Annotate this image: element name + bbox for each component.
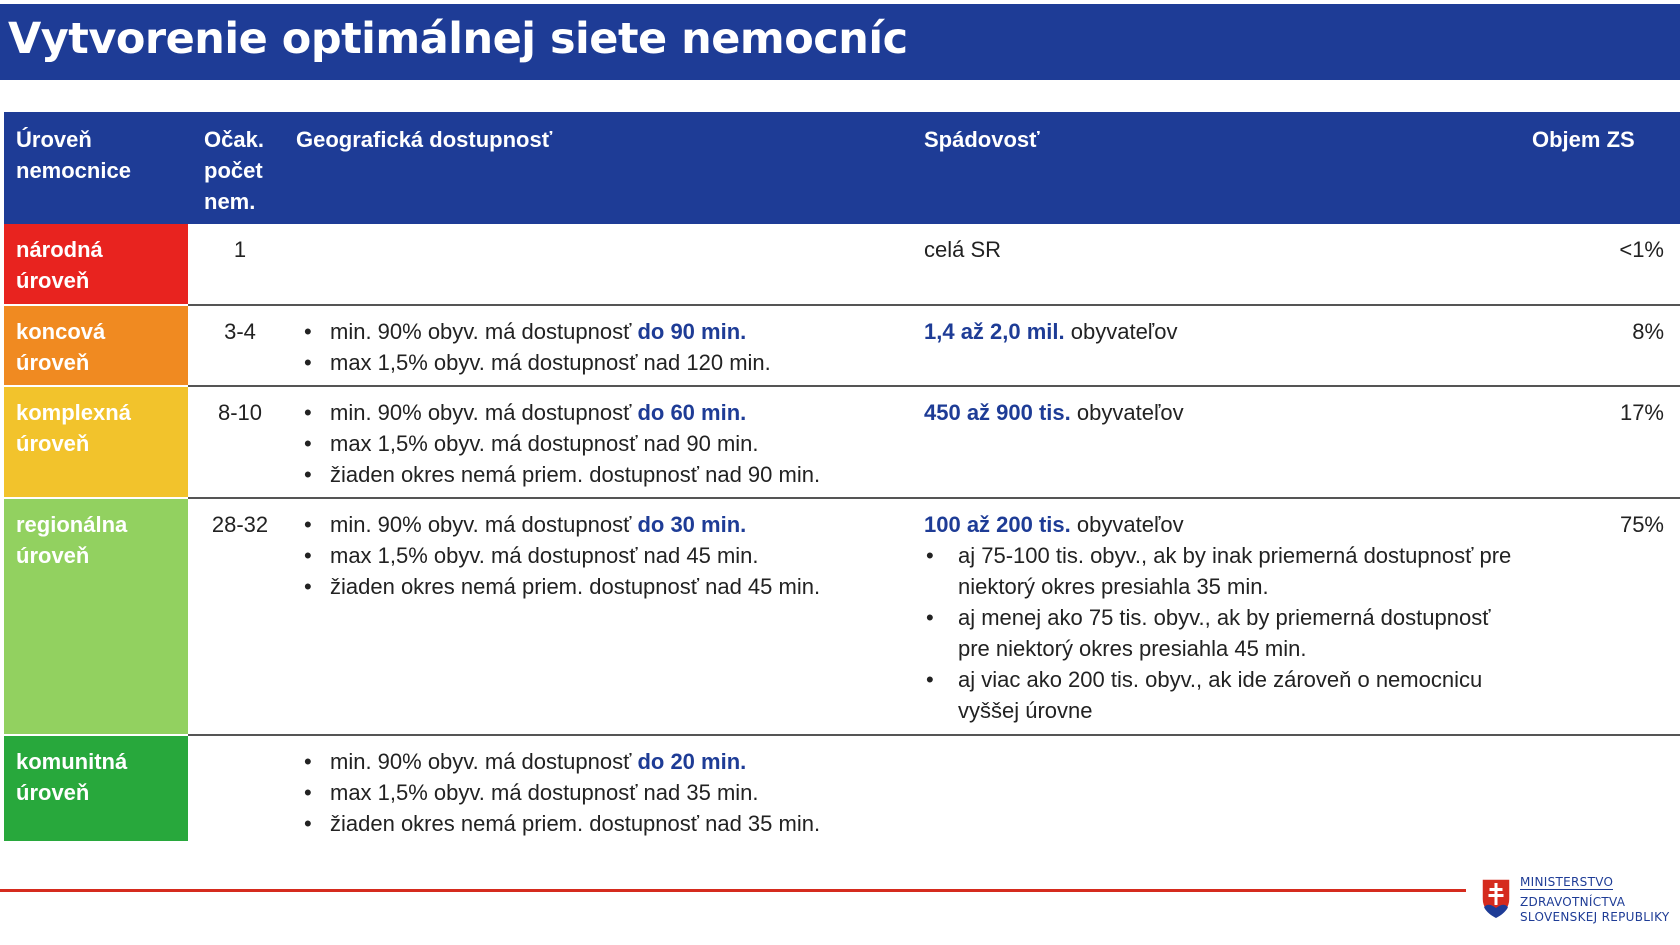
spad-sub-list xyxy=(924,540,1512,726)
level-cell xyxy=(4,224,188,305)
geo-text: žiaden okres nemá priem. dostupnosť nad 90 min. xyxy=(330,462,821,487)
geo-text: max 1,5% obyv. má dostupnosť nad 45 min. xyxy=(330,543,759,568)
level-cell xyxy=(4,735,188,841)
level-label: národná úroveň xyxy=(16,237,103,293)
geo-text: žiaden okres nemá priem. dostupnosť nad 35 min. xyxy=(330,811,821,836)
volume-cell: 17% xyxy=(1524,386,1680,498)
level-cell xyxy=(4,386,188,498)
footer-divider xyxy=(0,889,1466,892)
table-row xyxy=(4,735,1680,841)
geo-list xyxy=(296,397,912,490)
list-item xyxy=(296,316,912,347)
list-item xyxy=(296,540,912,571)
count-cell xyxy=(188,735,292,841)
geo-text: min. 90% obyv. má dostupnosť xyxy=(330,400,638,425)
list-item xyxy=(296,428,912,459)
list-item: • aj viac ako 200 tis. obyv., ak ide zároveň o nemocnicu vyššej úrovne xyxy=(924,664,1512,726)
spad-highlight: 1,4 až 2,0 mil. xyxy=(924,319,1065,344)
volume-cell xyxy=(1524,735,1680,841)
level-label: regionálna úroveň xyxy=(16,512,128,568)
table-row xyxy=(4,224,1680,305)
list-item xyxy=(296,509,912,540)
header-level: Úroveň nemocnice xyxy=(16,127,131,183)
page-title: Vytvorenie optimálnej siete nemocníc xyxy=(8,14,908,64)
spad-cell xyxy=(924,735,1524,841)
hospital-network-table xyxy=(4,112,1680,841)
table-row xyxy=(4,305,1680,386)
logo-line-3: SLOVENSKEJ REPUBLIKY xyxy=(1520,910,1670,924)
spad-cell xyxy=(924,498,1524,735)
list-item: • aj 75-100 tis. obyv., ak by inak priemerná dostupnosť pre niektorý okres presiahla 35 min. xyxy=(924,540,1512,602)
geo-text: max 1,5% obyv. má dostupnosť nad 35 min. xyxy=(330,780,759,805)
list-item xyxy=(296,397,912,428)
geo-text: žiaden okres nemá priem. dostupnosť nad 45 min. xyxy=(330,574,821,599)
level-label: koncová úroveň xyxy=(16,319,106,375)
slovak-crest-icon xyxy=(1480,877,1512,919)
count-cell: 3-4 xyxy=(188,305,292,386)
geo-cell xyxy=(292,305,924,386)
count-cell: 8-10 xyxy=(188,386,292,498)
title-bar xyxy=(0,4,1680,80)
list-item xyxy=(296,808,912,839)
list-item: • aj menej ako 75 tis. obyv., ak by priemerná dostupnosť pre niektorý okres presiahla 45 min. xyxy=(924,602,1512,664)
geo-text: max 1,5% obyv. má dostupnosť nad 90 min. xyxy=(330,431,759,456)
geo-text: min. 90% obyv. má dostupnosť xyxy=(330,512,638,537)
geo-highlight: do 30 min. xyxy=(637,512,747,537)
geo-cell xyxy=(292,735,924,841)
geo-text: min. 90% obyv. má dostupnosť xyxy=(330,319,638,344)
list-item xyxy=(296,347,912,378)
level-label: komplexná úroveň xyxy=(16,400,131,456)
geo-list xyxy=(296,746,912,839)
table-row xyxy=(4,498,1680,735)
list-item xyxy=(296,459,912,490)
geo-cell xyxy=(292,224,924,305)
header-volume: Objem ZS xyxy=(1532,127,1635,152)
list-item xyxy=(296,746,912,777)
geo-cell xyxy=(292,386,924,498)
level-cell xyxy=(4,498,188,735)
list-item xyxy=(296,571,912,602)
volume-cell: 75% xyxy=(1524,498,1680,735)
spad-cell xyxy=(924,224,1524,305)
geo-text: min. 90% obyv. má dostupnosť xyxy=(330,749,638,774)
table-header-row xyxy=(4,112,1680,224)
spad-cell xyxy=(924,305,1524,386)
table-body xyxy=(4,224,1680,841)
geo-text: max 1,5% obyv. má dostupnosť nad 120 min. xyxy=(330,350,771,375)
ministry-logo xyxy=(1480,873,1680,933)
spad-highlight: 100 až 200 tis. xyxy=(924,512,1071,537)
level-label: komunitná úroveň xyxy=(16,749,128,805)
spad-text: obyvateľov xyxy=(1070,512,1184,537)
geo-highlight: do 60 min. xyxy=(637,400,747,425)
spad-text: obyvateľov xyxy=(1070,400,1184,425)
table-row xyxy=(4,386,1680,498)
spad-cell xyxy=(924,386,1524,498)
header-spad: Spádovosť xyxy=(924,127,1040,152)
spad-text: celá SR xyxy=(924,237,1002,262)
geo-highlight: do 90 min. xyxy=(637,319,747,344)
volume-cell: <1% xyxy=(1524,224,1680,305)
level-cell xyxy=(4,305,188,386)
logo-line-1: MINISTERSTVO xyxy=(1520,875,1614,889)
spad-text: obyvateľov xyxy=(1064,319,1178,344)
list-item xyxy=(296,777,912,808)
geo-cell xyxy=(292,498,924,735)
geo-list xyxy=(296,509,912,602)
spad-highlight: 450 až 900 tis. xyxy=(924,400,1071,425)
header-count: Očak. počet nem. xyxy=(204,127,264,214)
volume-cell: 8% xyxy=(1524,305,1680,386)
geo-list xyxy=(296,316,912,378)
header-geo: Geografická dostupnosť xyxy=(296,127,553,152)
count-cell: 28-32 xyxy=(188,498,292,735)
count-cell: 1 xyxy=(188,224,292,305)
geo-highlight: do 20 min. xyxy=(637,749,747,774)
logo-line-2: ZDRAVOTNÍCTVA xyxy=(1520,895,1626,909)
